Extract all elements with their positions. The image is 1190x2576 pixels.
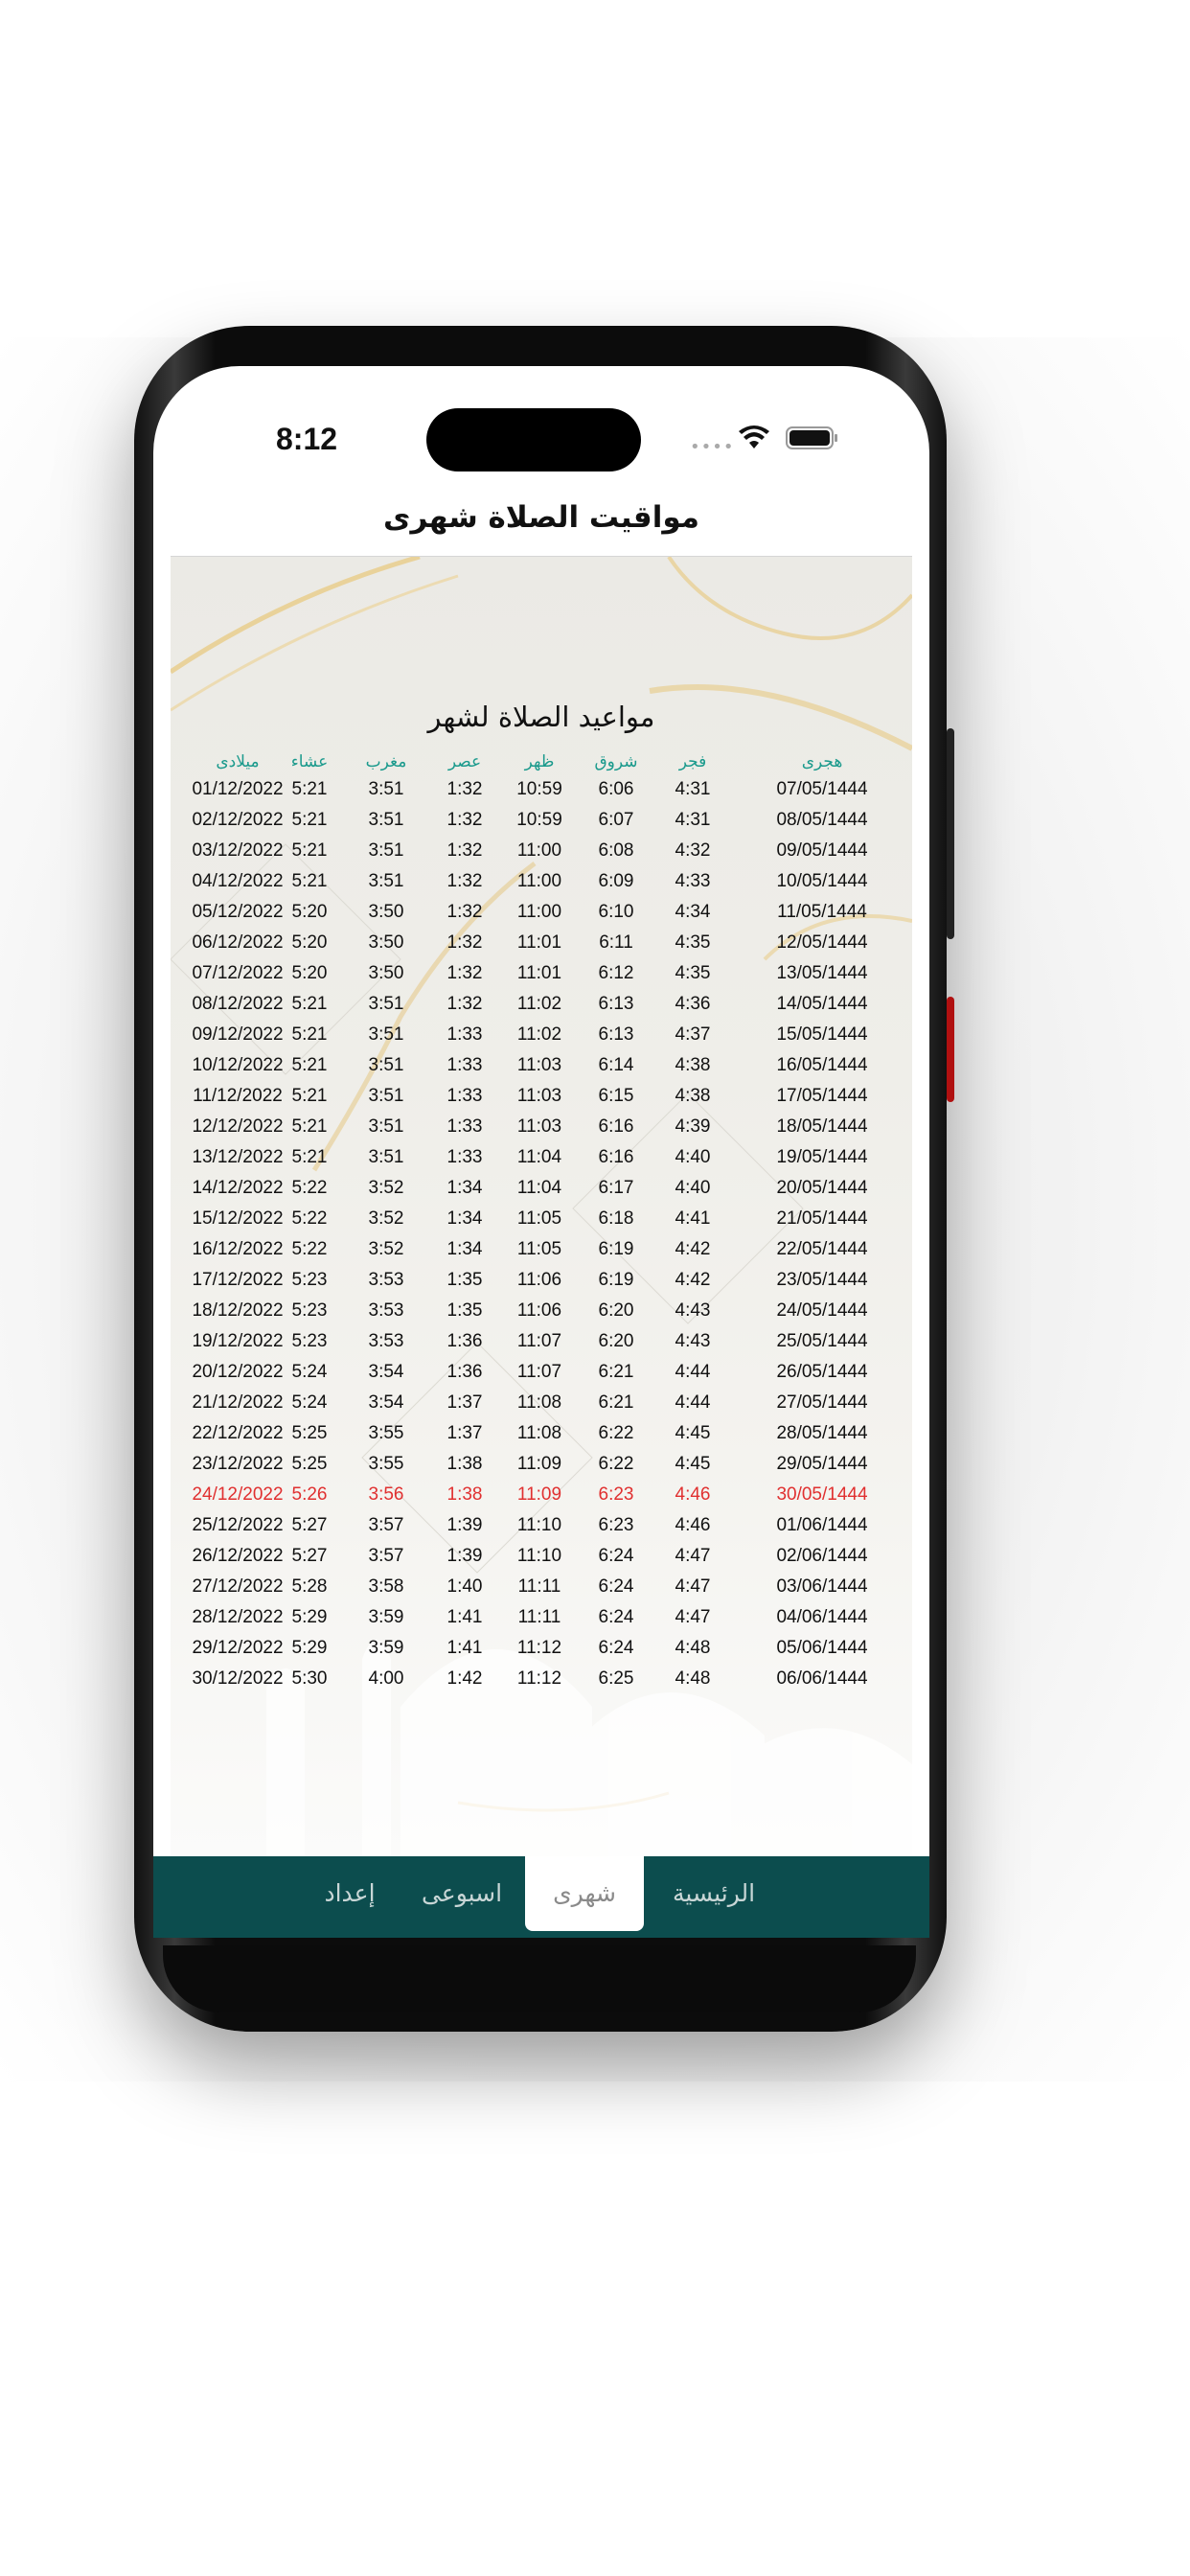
cell-maghrib: 3:51 xyxy=(368,1147,404,1167)
cell-sunrise: 6:13 xyxy=(598,994,634,1014)
cell-sunrise: 6:15 xyxy=(598,1086,634,1106)
cell-fajr: 4:48 xyxy=(675,1638,711,1658)
cell-hijri: 15/05/1444 xyxy=(776,1024,868,1045)
cell-fajr: 4:38 xyxy=(675,1086,711,1106)
cell-fajr: 4:48 xyxy=(675,1668,711,1689)
cell-gregorian: 17/12/2022 xyxy=(192,1270,284,1290)
cell-asr: 1:32 xyxy=(446,902,483,922)
header-isha: عشاء xyxy=(290,752,329,770)
cell-isha: 5:30 xyxy=(291,1668,328,1689)
table-row xyxy=(171,775,912,806)
cell-isha: 5:23 xyxy=(291,1270,328,1290)
cell-maghrib: 3:52 xyxy=(368,1178,404,1198)
cell-asr: 1:37 xyxy=(446,1423,483,1443)
cell-isha: 5:29 xyxy=(291,1607,328,1627)
cell-maghrib: 3:57 xyxy=(368,1515,404,1535)
cell-gregorian: 19/12/2022 xyxy=(192,1331,284,1351)
header-hijri: هجرى xyxy=(801,752,843,770)
table-row xyxy=(171,837,912,867)
cell-dhuhr: 11:10 xyxy=(516,1546,562,1566)
cell-fajr: 4:39 xyxy=(675,1116,711,1137)
cell-dhuhr: 11:09 xyxy=(516,1454,562,1474)
cell-dhuhr: 10:59 xyxy=(516,810,562,830)
cell-dhuhr: 11:07 xyxy=(516,1362,562,1382)
cell-maghrib: 3:51 xyxy=(368,1086,404,1106)
cell-isha: 5:21 xyxy=(291,810,328,830)
cell-sunrise: 6:22 xyxy=(598,1423,634,1443)
cell-maghrib: 3:59 xyxy=(368,1607,404,1627)
cell-dhuhr: 11:01 xyxy=(516,932,562,953)
cell-sunrise: 6:13 xyxy=(598,1024,634,1045)
table-row xyxy=(171,1389,912,1419)
cell-dhuhr: 11:03 xyxy=(516,1055,562,1075)
page-title: مواقيت الصلاة شهرى xyxy=(383,500,699,535)
cell-fajr: 4:31 xyxy=(675,779,711,799)
cell-dhuhr: 11:11 xyxy=(517,1576,561,1597)
cell-dhuhr: 11:10 xyxy=(516,1515,562,1535)
table-row xyxy=(171,1051,912,1082)
cell-fajr: 4:42 xyxy=(675,1270,711,1290)
cell-asr: 1:34 xyxy=(446,1208,483,1229)
cell-isha: 5:21 xyxy=(291,1055,328,1075)
cell-hijri: 18/05/1444 xyxy=(776,1116,868,1137)
cell-asr: 1:32 xyxy=(446,994,483,1014)
cell-hijri: 20/05/1444 xyxy=(776,1178,868,1198)
cell-gregorian: 10/12/2022 xyxy=(192,1055,284,1075)
cell-fajr: 4:44 xyxy=(675,1392,711,1413)
status-icons xyxy=(690,426,843,457)
cell-maghrib: 3:52 xyxy=(368,1208,404,1229)
cell-fajr: 4:47 xyxy=(675,1546,711,1566)
phone-screen xyxy=(153,366,929,1938)
cell-isha: 5:21 xyxy=(291,994,328,1014)
cell-asr: 1:34 xyxy=(446,1239,483,1259)
cell-isha: 5:21 xyxy=(291,1086,328,1106)
table-row xyxy=(171,867,912,898)
cell-isha: 5:22 xyxy=(291,1208,328,1229)
cell-hijri: 24/05/1444 xyxy=(776,1300,868,1321)
cell-isha: 5:28 xyxy=(291,1576,328,1597)
cell-gregorian: 28/12/2022 xyxy=(192,1607,284,1627)
table-row xyxy=(171,1634,912,1665)
cell-gregorian: 21/12/2022 xyxy=(192,1392,284,1413)
table-row xyxy=(171,1358,912,1389)
cell-isha: 5:27 xyxy=(291,1546,328,1566)
cell-sunrise: 6:07 xyxy=(598,810,634,830)
cell-sunrise: 6:24 xyxy=(598,1607,634,1627)
cell-hijri: 29/05/1444 xyxy=(776,1454,868,1474)
cell-isha: 5:26 xyxy=(291,1484,328,1505)
cell-sunrise: 6:18 xyxy=(598,1208,634,1229)
cell-isha: 5:27 xyxy=(291,1515,328,1535)
table-row xyxy=(171,1205,912,1235)
cell-isha: 5:24 xyxy=(291,1362,328,1382)
cell-maghrib: 3:51 xyxy=(368,994,404,1014)
cell-gregorian: 01/12/2022 xyxy=(192,779,284,799)
cell-gregorian: 09/12/2022 xyxy=(192,1024,284,1045)
cell-sunrise: 6:10 xyxy=(598,902,634,922)
cell-hijri: 09/05/1444 xyxy=(776,840,868,861)
cell-gregorian: 08/12/2022 xyxy=(192,994,284,1014)
cell-asr: 1:39 xyxy=(446,1546,483,1566)
table-body xyxy=(171,775,912,1695)
cell-isha: 5:21 xyxy=(291,1024,328,1045)
cell-maghrib: 3:54 xyxy=(368,1392,404,1413)
wifi-icon xyxy=(738,426,770,450)
cell-dhuhr: 11:02 xyxy=(516,994,562,1014)
cell-hijri: 21/05/1444 xyxy=(776,1208,868,1229)
cell-sunrise: 6:21 xyxy=(598,1362,634,1382)
cell-hijri: 05/06/1444 xyxy=(776,1638,868,1658)
cell-hijri: 14/05/1444 xyxy=(776,994,868,1014)
cell-maghrib: 3:51 xyxy=(368,840,404,861)
cell-sunrise: 6:09 xyxy=(598,871,634,891)
cell-gregorian: 30/12/2022 xyxy=(192,1668,284,1689)
cell-sunrise: 6:11 xyxy=(599,932,633,953)
cell-hijri: 30/05/1444 xyxy=(776,1484,868,1505)
cell-dhuhr: 11:04 xyxy=(516,1178,562,1198)
cell-dhuhr: 11:03 xyxy=(516,1086,562,1106)
cell-sunrise: 6:22 xyxy=(598,1454,634,1474)
tab-bar xyxy=(153,1856,929,1938)
cell-gregorian: 25/12/2022 xyxy=(192,1515,284,1535)
cell-fajr: 4:38 xyxy=(675,1055,711,1075)
cell-gregorian: 15/12/2022 xyxy=(192,1208,284,1229)
header-maghrib: مغرب xyxy=(365,752,407,770)
cell-gregorian: 02/12/2022 xyxy=(192,810,284,830)
table-row xyxy=(171,898,912,929)
header-fajr: فجر xyxy=(678,752,707,770)
cell-hijri: 26/05/1444 xyxy=(776,1362,868,1382)
cell-fajr: 4:47 xyxy=(675,1607,711,1627)
cell-gregorian: 29/12/2022 xyxy=(192,1638,284,1658)
cell-asr: 1:33 xyxy=(446,1116,483,1137)
cell-isha: 5:20 xyxy=(291,963,328,983)
cell-hijri: 07/05/1444 xyxy=(776,779,868,799)
table-row xyxy=(171,1542,912,1573)
cell-asr: 1:41 xyxy=(446,1607,483,1627)
cell-maghrib: 3:51 xyxy=(368,1055,404,1075)
cell-fajr: 4:34 xyxy=(675,902,711,922)
cell-dhuhr: 11:12 xyxy=(516,1638,562,1658)
cell-dhuhr: 11:00 xyxy=(516,840,562,861)
cell-fajr: 4:46 xyxy=(675,1484,711,1505)
cell-dhuhr: 11:03 xyxy=(516,1116,562,1137)
cell-sunrise: 6:21 xyxy=(598,1392,634,1413)
cell-isha: 5:24 xyxy=(291,1392,328,1413)
cell-fajr: 4:46 xyxy=(675,1515,711,1535)
cell-asr: 1:32 xyxy=(446,932,483,953)
cell-maghrib: 3:50 xyxy=(368,932,404,953)
cell-asr: 1:33 xyxy=(446,1086,483,1106)
cell-asr: 1:33 xyxy=(446,1055,483,1075)
table-row xyxy=(171,1665,912,1695)
table-row xyxy=(171,1021,912,1051)
cell-isha: 5:21 xyxy=(291,871,328,891)
tab-setup[interactable]: إعداد xyxy=(324,1879,376,1907)
cell-maghrib: 3:51 xyxy=(368,779,404,799)
cell-asr: 1:40 xyxy=(446,1576,483,1597)
table-row xyxy=(171,959,912,990)
table-row xyxy=(171,1511,912,1542)
cell-sunrise: 6:24 xyxy=(598,1638,634,1658)
header-gregorian: ميلادى xyxy=(216,752,260,770)
cell-maghrib: 3:54 xyxy=(368,1362,404,1382)
cell-hijri: 27/05/1444 xyxy=(776,1392,868,1413)
cell-fajr: 4:36 xyxy=(675,994,711,1014)
cell-isha: 5:22 xyxy=(291,1239,328,1259)
cell-gregorian: 24/12/2022 xyxy=(192,1484,284,1505)
cell-sunrise: 6:23 xyxy=(598,1484,634,1505)
cell-hijri: 01/06/1444 xyxy=(776,1515,868,1535)
cell-isha: 5:21 xyxy=(291,840,328,861)
cell-maghrib: 3:57 xyxy=(368,1546,404,1566)
cell-dhuhr: 11:11 xyxy=(517,1607,561,1627)
cell-fajr: 4:31 xyxy=(675,810,711,830)
cell-hijri: 13/05/1444 xyxy=(776,963,868,983)
cell-hijri: 17/05/1444 xyxy=(776,1086,868,1106)
table-row xyxy=(171,1327,912,1358)
cell-asr: 1:37 xyxy=(446,1392,483,1413)
cell-fajr: 4:37 xyxy=(675,1024,711,1045)
table-row xyxy=(171,1297,912,1327)
cell-hijri: 02/06/1444 xyxy=(776,1546,868,1566)
dynamic-island xyxy=(426,408,641,472)
cell-asr: 1:41 xyxy=(446,1638,483,1658)
cell-maghrib: 3:50 xyxy=(368,902,404,922)
cell-dhuhr: 11:00 xyxy=(516,871,562,891)
table-row-today xyxy=(171,1481,912,1511)
cell-sunrise: 6:19 xyxy=(598,1239,634,1259)
cell-fajr: 4:45 xyxy=(675,1454,711,1474)
cell-hijri: 19/05/1444 xyxy=(776,1147,868,1167)
table-row xyxy=(171,1174,912,1205)
cell-asr: 1:33 xyxy=(446,1024,483,1045)
cell-sunrise: 6:06 xyxy=(598,779,634,799)
cell-gregorian: 06/12/2022 xyxy=(192,932,284,953)
cell-asr: 1:35 xyxy=(446,1300,483,1321)
header-sunrise: شروق xyxy=(594,752,638,770)
cell-isha: 5:25 xyxy=(291,1454,328,1474)
cell-hijri: 22/05/1444 xyxy=(776,1239,868,1259)
cell-asr: 1:42 xyxy=(446,1668,483,1689)
cell-fajr: 4:44 xyxy=(675,1362,711,1382)
tab-home[interactable]: الرئيسية xyxy=(672,1879,756,1907)
cell-dhuhr: 11:05 xyxy=(516,1239,562,1259)
cell-gregorian: 05/12/2022 xyxy=(192,902,284,922)
cell-maghrib: 3:59 xyxy=(368,1638,404,1658)
table-row xyxy=(171,1113,912,1143)
cell-asr: 1:36 xyxy=(446,1362,483,1382)
tab-weekly[interactable]: اسبوعى xyxy=(421,1879,503,1907)
cell-gregorian: 26/12/2022 xyxy=(192,1546,284,1566)
cell-gregorian: 11/12/2022 xyxy=(193,1086,283,1106)
signal-dots-icon: •••• xyxy=(690,437,735,457)
cell-gregorian: 20/12/2022 xyxy=(192,1362,284,1382)
table-row xyxy=(171,1266,912,1297)
table-row xyxy=(171,990,912,1021)
cell-fajr: 4:47 xyxy=(675,1576,711,1597)
cell-sunrise: 6:23 xyxy=(598,1515,634,1535)
phone-side-button-red xyxy=(947,997,954,1102)
header-asr: عصر xyxy=(447,752,482,770)
cell-dhuhr: 11:01 xyxy=(516,963,562,983)
cell-hijri: 16/05/1444 xyxy=(776,1055,868,1075)
cell-asr: 1:32 xyxy=(446,840,483,861)
cell-sunrise: 6:14 xyxy=(598,1055,634,1075)
cell-dhuhr: 11:07 xyxy=(516,1331,562,1351)
cell-sunrise: 6:24 xyxy=(598,1546,634,1566)
prayer-times-content[interactable] xyxy=(171,557,912,1856)
phone-side-button xyxy=(947,728,954,939)
cell-asr: 1:38 xyxy=(446,1484,483,1505)
cell-asr: 1:38 xyxy=(446,1454,483,1474)
cell-isha: 5:29 xyxy=(291,1638,328,1658)
cell-fajr: 4:41 xyxy=(675,1208,711,1229)
header-dhuhr: ظهر xyxy=(524,752,555,770)
cell-gregorian: 13/12/2022 xyxy=(192,1147,284,1167)
cell-asr: 1:36 xyxy=(446,1331,483,1351)
cell-gregorian: 16/12/2022 xyxy=(192,1239,284,1259)
cell-isha: 5:23 xyxy=(291,1300,328,1321)
cell-hijri: 11/05/1444 xyxy=(777,902,867,922)
cell-dhuhr: 11:06 xyxy=(516,1300,562,1321)
cell-maghrib: 3:51 xyxy=(368,810,404,830)
cell-gregorian: 14/12/2022 xyxy=(192,1178,284,1198)
cell-dhuhr: 11:08 xyxy=(516,1392,562,1413)
cell-hijri: 28/05/1444 xyxy=(776,1423,868,1443)
cell-gregorian: 03/12/2022 xyxy=(192,840,284,861)
cell-fajr: 4:40 xyxy=(675,1178,711,1198)
cell-asr: 1:32 xyxy=(446,810,483,830)
cell-fajr: 4:35 xyxy=(675,932,711,953)
cell-asr: 1:35 xyxy=(446,1270,483,1290)
cell-hijri: 25/05/1444 xyxy=(776,1331,868,1351)
cell-maghrib: 3:51 xyxy=(368,1116,404,1137)
table-row xyxy=(171,1450,912,1481)
cell-fajr: 4:33 xyxy=(675,871,711,891)
cell-isha: 5:21 xyxy=(291,1147,328,1167)
cell-asr: 1:34 xyxy=(446,1178,483,1198)
cell-hijri: 10/05/1444 xyxy=(776,871,868,891)
prayer-times-table xyxy=(171,748,912,1695)
cell-hijri: 03/06/1444 xyxy=(776,1576,868,1597)
table-title: مواعيد الصلاة لشهر xyxy=(427,701,655,733)
cell-isha: 5:23 xyxy=(291,1331,328,1351)
cell-isha: 5:25 xyxy=(291,1423,328,1443)
table-header-row xyxy=(171,748,912,775)
cell-maghrib: 3:52 xyxy=(368,1239,404,1259)
cell-asr: 1:32 xyxy=(446,963,483,983)
cell-fajr: 4:45 xyxy=(675,1423,711,1443)
cell-isha: 5:20 xyxy=(291,902,328,922)
cell-fajr: 4:35 xyxy=(675,963,711,983)
cell-maghrib: 3:56 xyxy=(368,1484,404,1505)
table-row xyxy=(171,1082,912,1113)
cell-fajr: 4:40 xyxy=(675,1147,711,1167)
cell-dhuhr: 11:02 xyxy=(516,1024,562,1045)
cell-sunrise: 6:24 xyxy=(598,1576,634,1597)
cell-dhuhr: 11:06 xyxy=(516,1270,562,1290)
cell-dhuhr: 11:08 xyxy=(516,1423,562,1443)
cell-dhuhr: 11:12 xyxy=(516,1668,562,1689)
cell-maghrib: 3:50 xyxy=(368,963,404,983)
cell-fajr: 4:43 xyxy=(675,1300,711,1321)
cell-maghrib: 3:58 xyxy=(368,1576,404,1597)
cell-gregorian: 23/12/2022 xyxy=(192,1454,284,1474)
cell-maghrib: 3:53 xyxy=(368,1300,404,1321)
cell-dhuhr: 10:59 xyxy=(516,779,562,799)
cell-hijri: 23/05/1444 xyxy=(776,1270,868,1290)
tab-monthly[interactable]: شهرى xyxy=(525,1856,644,1931)
cell-sunrise: 6:08 xyxy=(598,840,634,861)
cell-gregorian: 18/12/2022 xyxy=(192,1300,284,1321)
cell-maghrib: 3:51 xyxy=(368,871,404,891)
cell-hijri: 04/06/1444 xyxy=(776,1607,868,1627)
phone-bottom-bezel xyxy=(163,1945,916,2012)
cell-hijri: 08/05/1444 xyxy=(776,810,868,830)
table-row xyxy=(171,1419,912,1450)
cell-sunrise: 6:20 xyxy=(598,1300,634,1321)
cell-sunrise: 6:19 xyxy=(598,1270,634,1290)
cell-maghrib: 3:55 xyxy=(368,1423,404,1443)
cell-maghrib: 3:51 xyxy=(368,1024,404,1045)
cell-gregorian: 12/12/2022 xyxy=(192,1116,284,1137)
cell-dhuhr: 11:09 xyxy=(516,1484,562,1505)
cell-gregorian: 07/12/2022 xyxy=(192,963,284,983)
cell-dhuhr: 11:04 xyxy=(516,1147,562,1167)
cell-gregorian: 04/12/2022 xyxy=(192,871,284,891)
cell-gregorian: 22/12/2022 xyxy=(192,1423,284,1443)
table-row xyxy=(171,1143,912,1174)
cell-dhuhr: 11:05 xyxy=(516,1208,562,1229)
cell-fajr: 4:43 xyxy=(675,1331,711,1351)
cell-asr: 1:33 xyxy=(446,1147,483,1167)
cell-sunrise: 6:16 xyxy=(598,1147,634,1167)
cell-isha: 5:21 xyxy=(291,779,328,799)
cell-sunrise: 6:16 xyxy=(598,1116,634,1137)
cell-asr: 1:32 xyxy=(446,779,483,799)
cell-sunrise: 6:20 xyxy=(598,1331,634,1351)
cell-asr: 1:32 xyxy=(446,871,483,891)
table-row xyxy=(171,1573,912,1603)
cell-isha: 5:20 xyxy=(291,932,328,953)
battery-icon xyxy=(786,426,839,450)
cell-hijri: 06/06/1444 xyxy=(776,1668,868,1689)
cell-isha: 5:22 xyxy=(291,1178,328,1198)
cell-sunrise: 6:12 xyxy=(598,963,634,983)
status-time: 8:12 xyxy=(276,422,338,456)
cell-sunrise: 6:17 xyxy=(598,1178,634,1198)
cell-maghrib: 4:00 xyxy=(368,1668,404,1689)
table-row xyxy=(171,806,912,837)
cell-sunrise: 6:25 xyxy=(598,1668,634,1689)
cell-maghrib: 3:53 xyxy=(368,1331,404,1351)
cell-dhuhr: 11:00 xyxy=(516,902,562,922)
table-row xyxy=(171,929,912,959)
cell-maghrib: 3:53 xyxy=(368,1270,404,1290)
cell-isha: 5:21 xyxy=(291,1116,328,1137)
table-row xyxy=(171,1235,912,1266)
table-row xyxy=(171,1603,912,1634)
cell-fajr: 4:32 xyxy=(675,840,711,861)
cell-maghrib: 3:55 xyxy=(368,1454,404,1474)
cell-asr: 1:39 xyxy=(446,1515,483,1535)
cell-gregorian: 27/12/2022 xyxy=(192,1576,284,1597)
cell-hijri: 12/05/1444 xyxy=(776,932,868,953)
cell-fajr: 4:42 xyxy=(675,1239,711,1259)
